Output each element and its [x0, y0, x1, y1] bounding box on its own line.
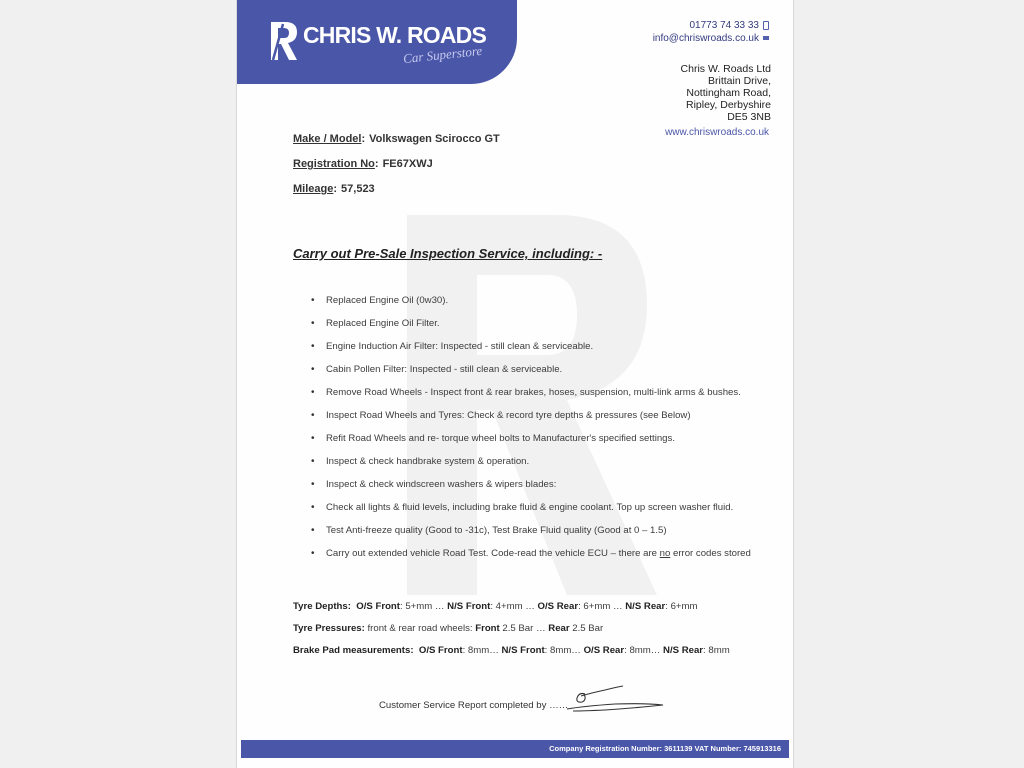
- os-front-label: O/S Front: [418, 645, 463, 656]
- road-test-emphasis: no: [659, 548, 671, 559]
- phone-line: [653, 19, 769, 32]
- list-item: • Inspect Road Wheels and Tyres: Check & record tyre depths & pressures (see Below): [311, 408, 781, 431]
- signature-label: Customer Service Report completed by ……: [379, 700, 569, 711]
- ns-rear-label: N/S Rear: [663, 645, 704, 656]
- mail-icon: [763, 36, 769, 40]
- mileage-field: Mileage: 57,523: [293, 183, 375, 195]
- mileage-label: Mileage: [293, 183, 334, 195]
- ns-front-value: : 8mm…: [544, 645, 581, 656]
- list-item: • Replaced Engine Oil (0w30).: [311, 293, 781, 316]
- registration-field: Registration No: FE67XWJ: [293, 158, 433, 170]
- front-pressure-value: 2.5 Bar …: [499, 623, 549, 634]
- rear-pressure-label: Rear: [548, 623, 570, 634]
- address-line: Chris W. Roads Ltd: [680, 63, 771, 75]
- os-rear-label: O/S Rear: [537, 601, 579, 612]
- phone-icon: [763, 21, 769, 30]
- make-model-field: Make / Model: Volkswagen Scirocco GT: [293, 133, 500, 145]
- address-line: Ripley, Derbyshire: [686, 99, 771, 111]
- header-band: [237, 0, 517, 84]
- address-line: Nottingham Road,: [686, 87, 771, 99]
- phone-number: 01773 74 33 33: [689, 20, 759, 31]
- address-line: DE5 3NB: [727, 111, 771, 123]
- document-page: [236, 0, 794, 768]
- company-tagline: Car Superstore: [402, 42, 483, 67]
- logo-r-icon: [269, 20, 299, 62]
- ns-front-label: N/S Front: [447, 601, 491, 612]
- front-pressure-label: Front: [475, 623, 500, 634]
- list-item: • Test Anti-freeze quality (Good to -31c), Test Brake Fluid quality (Good at 0 – 1.5): [311, 523, 781, 546]
- list-item: • Refit Road Wheels and re- torque wheel bolts to Manufacturer's specified settings.: [311, 431, 781, 454]
- ns-front-value: : 4+mm …: [490, 601, 535, 612]
- contact-block: [653, 19, 769, 45]
- handwritten-signature: [565, 684, 675, 716]
- list-item: • Replaced Engine Oil Filter.: [311, 316, 781, 339]
- service-heading: Carry out Pre-Sale Inspection Service, including: -: [293, 246, 603, 261]
- email-address: info@chriswroads.co.uk: [652, 33, 759, 44]
- os-rear-value: : 8mm…: [624, 645, 661, 656]
- tyre-depths-line: [293, 601, 698, 612]
- tyre-pressures-line: [293, 623, 603, 634]
- os-front-value: : 5+mm …: [399, 601, 445, 612]
- ns-rear-value: : 6+mm: [665, 601, 698, 612]
- brake-pad-line: [293, 645, 730, 656]
- os-rear-value: : 6+mm …: [578, 601, 623, 612]
- address-line: Brittain Drive,: [707, 75, 771, 87]
- footer-bar: [241, 740, 789, 758]
- registration-value: FE67XWJ: [382, 158, 433, 170]
- tyre-pressures-label: Tyre Pressures:: [293, 623, 365, 634]
- road-test-suffix: error codes stored: [670, 548, 751, 559]
- company-logo-name: CHRIS W. ROADS: [303, 22, 487, 48]
- make-model-label: Make / Model: [293, 133, 362, 145]
- company-website: www.chriswroads.co.uk: [665, 127, 769, 138]
- list-item: • Engine Induction Air Filter: Inspected - still clean & serviceable.: [311, 339, 781, 362]
- os-front-label: O/S Front: [356, 601, 400, 612]
- list-item: • Cabin Pollen Filter: Inspected - still clean & serviceable.: [311, 362, 781, 385]
- list-item: • Check all lights & fluid levels, including brake fluid & engine coolant. Top up screen washer fluid.: [311, 500, 781, 523]
- ns-rear-value: : 8mm: [703, 645, 730, 656]
- ns-rear-label: N/S Rear: [625, 601, 666, 612]
- tyre-pressures-prefix: front & rear road wheels:: [364, 623, 476, 634]
- brake-pad-label: Brake Pad measurements:: [293, 645, 414, 656]
- mileage-value: 57,523: [341, 183, 375, 195]
- rear-pressure-value: 2.5 Bar: [569, 623, 604, 634]
- email-line: [653, 32, 769, 45]
- service-items-list: [311, 293, 781, 569]
- company-address: [681, 63, 771, 123]
- os-front-value: : 8mm…: [462, 645, 499, 656]
- registration-label: Registration No: [293, 158, 375, 170]
- company-registration-text: Company Registration Number: 3611139 VAT Number: 745913316: [549, 744, 781, 753]
- road-test-text: Carry out extended vehicle Road Test. Code-read the vehicle ECU – there are: [326, 548, 660, 559]
- ns-front-label: N/S Front: [501, 645, 545, 656]
- list-item: [311, 546, 781, 569]
- tyre-depths-label: Tyre Depths:: [293, 601, 351, 612]
- list-item: • Inspect & check windscreen washers & wipers blades:: [311, 477, 781, 500]
- make-model-value: Volkswagen Scirocco GT: [369, 133, 500, 145]
- list-item: • Remove Road Wheels - Inspect front & rear brakes, hoses, suspension, multi-link arms & bushes.: [311, 385, 781, 408]
- list-item: • Inspect & check handbrake system & operation.: [311, 454, 781, 477]
- os-rear-label: O/S Rear: [583, 645, 625, 656]
